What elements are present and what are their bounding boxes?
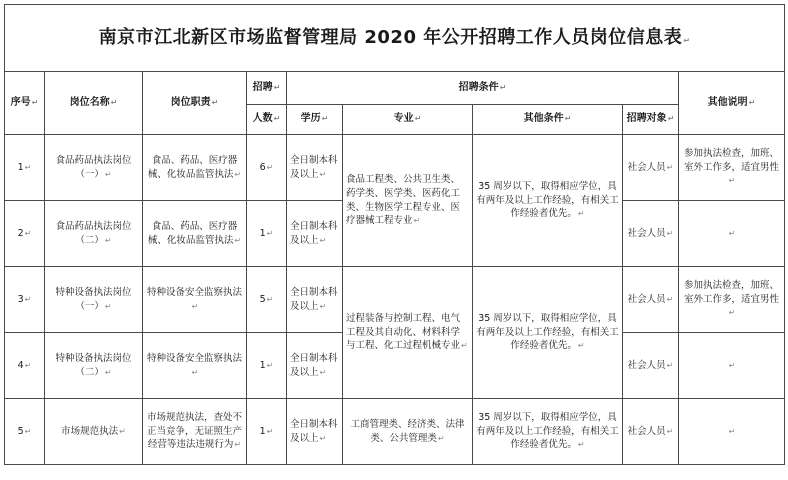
position-name-cell: 食品药品执法岗位（一）↵	[45, 135, 143, 201]
count-cell: 1↵	[247, 333, 287, 399]
target-cell: 社会人员↵	[623, 135, 679, 201]
header-count-top: 招聘↵	[247, 72, 287, 105]
header-notes: 其他说明↵	[679, 72, 785, 135]
duty-cell: 食品、药品、医疗器械、化妆品监管执法↵	[143, 135, 247, 201]
table-row	[5, 267, 785, 333]
notes-cell: 参加执法检查，加班、室外工作多，适宜男性↵	[679, 135, 785, 201]
notes-cell: 参加执法检查，加班、室外工作多，适宜男性↵	[679, 267, 785, 333]
major-cell: 工商管理类、经济类、法律类、公共管理类↵	[343, 399, 473, 465]
table-title: 南京市江北新区市场监督管理局 2020 年公开招聘工作人员岗位信息表	[98, 26, 683, 48]
position-name-cell: 特种设备执法岗位（一）↵	[45, 267, 143, 333]
notes-cell: ↵	[679, 201, 785, 267]
notes-cell: ↵	[679, 333, 785, 399]
count-cell: 1↵	[247, 399, 287, 465]
duty-cell: 食品、药品、医疗器械、化妆品监管执法↵	[143, 201, 247, 267]
table-row	[5, 135, 785, 201]
header-target: 招聘对象↵	[623, 105, 679, 135]
target-cell: 社会人员↵	[623, 399, 679, 465]
duty-cell: 特种设备安全监察执法↵	[143, 333, 247, 399]
header-duty: 岗位职责↵	[143, 72, 247, 135]
education-cell: 全日制本科及以上↵	[287, 399, 343, 465]
seq-cell: 4↵	[5, 333, 45, 399]
seq-cell: 2↵	[5, 201, 45, 267]
paragraph-mark: ↵	[683, 35, 691, 45]
header-seq: 序号↵	[5, 72, 45, 135]
header-major: 专业↵	[343, 105, 473, 135]
other-conditions-cell: 35 周岁以下，取得相应学位，具有两年及以上工作经验，有相关工作经验者优先。↵	[473, 399, 623, 465]
education-cell: 全日制本科及以上↵	[287, 333, 343, 399]
education-cell: 全日制本科及以上↵	[287, 267, 343, 333]
seq-cell: 5↵	[5, 399, 45, 465]
notes-cell: ↵	[679, 399, 785, 465]
target-cell: 社会人员↵	[623, 333, 679, 399]
count-cell: 1↵	[247, 201, 287, 267]
target-cell: 社会人员↵	[623, 201, 679, 267]
count-cell: 6↵	[247, 135, 287, 201]
position-name-cell: 特种设备执法岗位（二）↵	[45, 333, 143, 399]
duty-cell: 特种设备安全监察执法↵	[143, 267, 247, 333]
target-cell: 社会人员↵	[623, 267, 679, 333]
major-cell: 食品工程类、公共卫生类、药学类、医学类、医药化工类、生物医学工程专业、医疗器械工程专业↵	[343, 135, 473, 267]
count-cell: 5↵	[247, 267, 287, 333]
table-row	[5, 399, 785, 465]
seq-cell: 3↵	[5, 267, 45, 333]
recruitment-sheet	[4, 4, 784, 476]
position-name-cell: 食品药品执法岗位（二）↵	[45, 201, 143, 267]
position-table	[4, 4, 785, 465]
position-name-cell: 市场规范执法↵	[45, 399, 143, 465]
other-conditions-cell: 35 周岁以下，取得相应学位，具有两年及以上工作经验，有相关工作经验者优先。↵	[473, 135, 623, 267]
table-title-cell	[5, 5, 785, 72]
header-education: 学历↵	[287, 105, 343, 135]
header-count-bottom: 人数↵	[247, 105, 287, 135]
education-cell: 全日制本科及以上↵	[287, 201, 343, 267]
seq-cell: 1↵	[5, 135, 45, 201]
duty-cell: 市场规范执法，查处不正当竞争，无证照生产经营等违法违规行为↵	[143, 399, 247, 465]
education-cell: 全日制本科及以上↵	[287, 135, 343, 201]
header-other: 其他条件↵	[473, 105, 623, 135]
other-conditions-cell: 35 周岁以下，取得相应学位，具有两年及以上工作经验，有相关工作经验者优先。↵	[473, 267, 623, 399]
header-conditions: 招聘条件↵	[287, 72, 679, 105]
header-position-name: 岗位名称↵	[45, 72, 143, 135]
major-cell: 过程装备与控制工程、电气工程及其自动化、材料科学与工程、化工过程机械专业↵	[343, 267, 473, 399]
